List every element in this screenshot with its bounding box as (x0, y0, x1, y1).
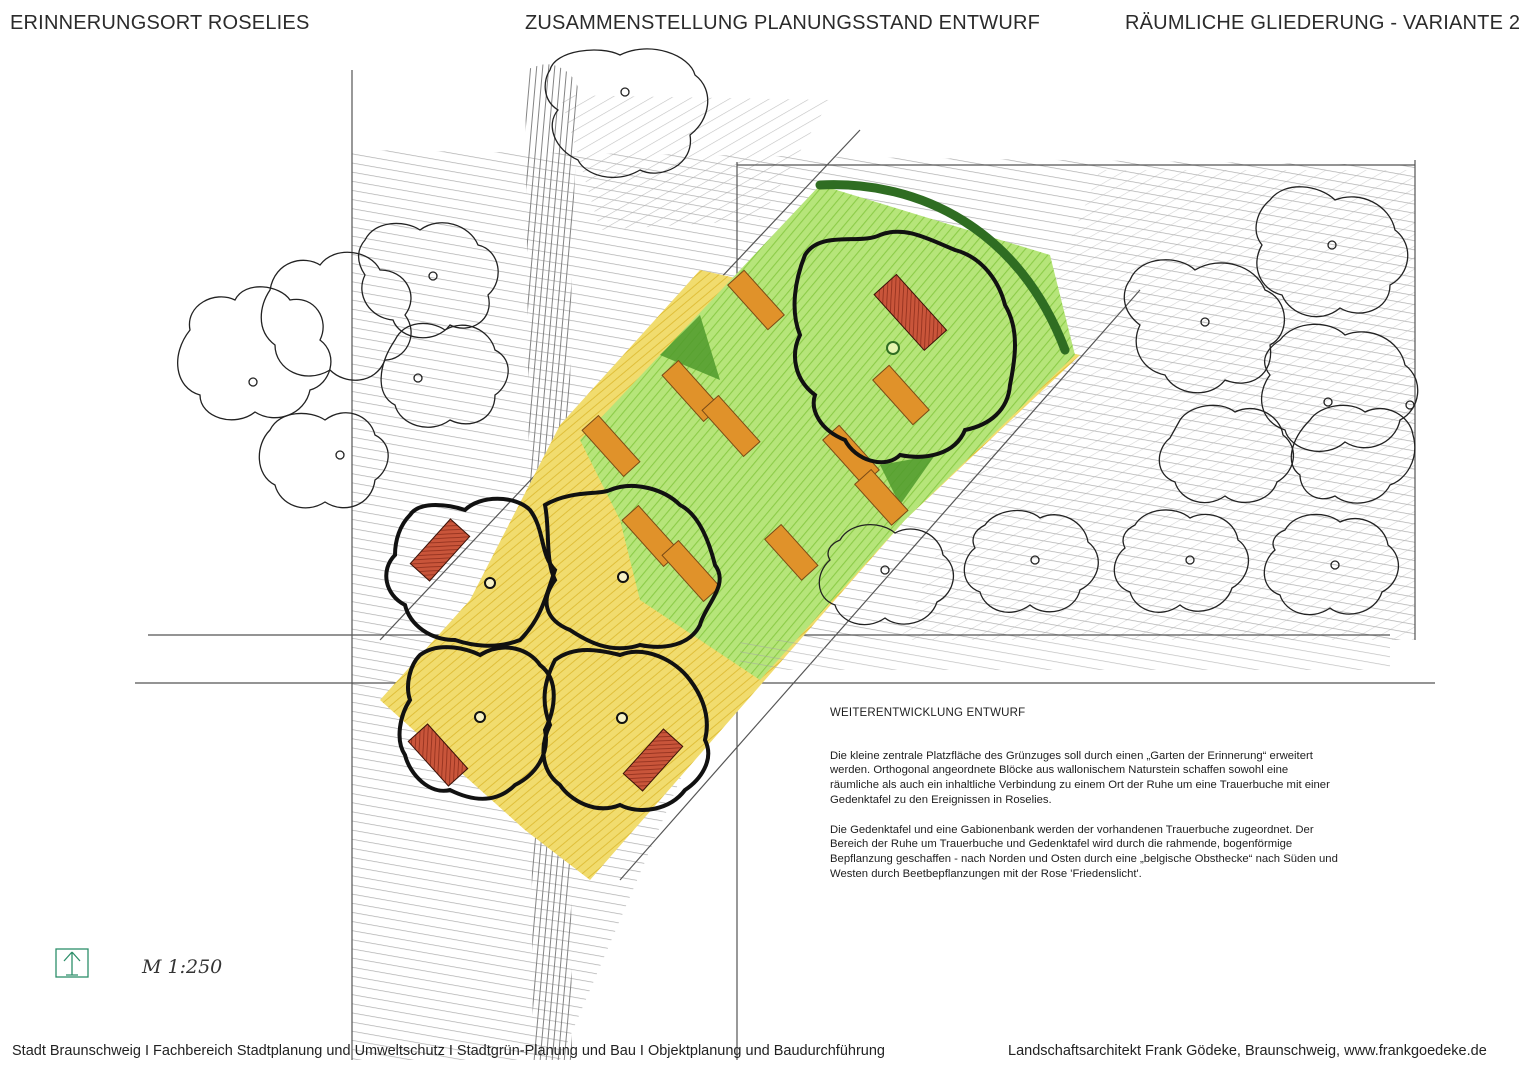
design-description (830, 706, 1340, 896)
variant-label: RÄUMLICHE GLIEDERUNG - VARIANTE 2 (1125, 12, 1520, 34)
bottom-hatch-strip (740, 640, 1390, 670)
project-title: ERINNERUNGSORT ROSELIES (10, 12, 310, 34)
description-title: WEITERENTWICKLUNG ENTWURF (830, 707, 1026, 719)
plan-subject: ZUSAMMENSTELLUNG PLANUNGSSTAND ENTWURF (525, 12, 1041, 34)
description-paragraph-1: Die kleine zentrale Platzfläche des Grünzuges soll durch einen „Garten der Erinnerung“ erweitert werden. Orthogonal angeordnete Blöcke aus wallonischem Naturstein schaffen sowohl eine räumliche als auch ein inhaltliche Verbindung zu einem Ort der Ruhe um eine Trauerbuche mit einer Gedenktafel zu den Ereignissen in Roselies. (830, 749, 1330, 806)
footer-architect: Landschaftsarchitekt Frank Gödeke, Braunschweig, www.frankgoedeke.de (1008, 1043, 1487, 1059)
scale-label: M 1:250 (142, 956, 223, 978)
footer-client: Stadt Braunschweig I Fachbereich Stadtplanung und Umweltschutz I Stadtgrün-Planung und Bau I Objektplanung und Baudurchführung (12, 1043, 885, 1059)
north-arrow-logo-icon (55, 948, 89, 978)
description-paragraph-2: Die Gedenktafel und eine Gabionenbank werden der vorhandenen Trauerbuche zugeordnet. Der Bereich der Ruhe um Trauerbuche und Gedenktafel wird durch die rahmende, bogenförmige Bepflanzung geschaffen - nach Norden und Osten durch eine „belgische Obsthecke“ nach Süden und Westen durch Beetbepflanzungen mit der Rose 'Friedenslicht'. (830, 823, 1338, 880)
